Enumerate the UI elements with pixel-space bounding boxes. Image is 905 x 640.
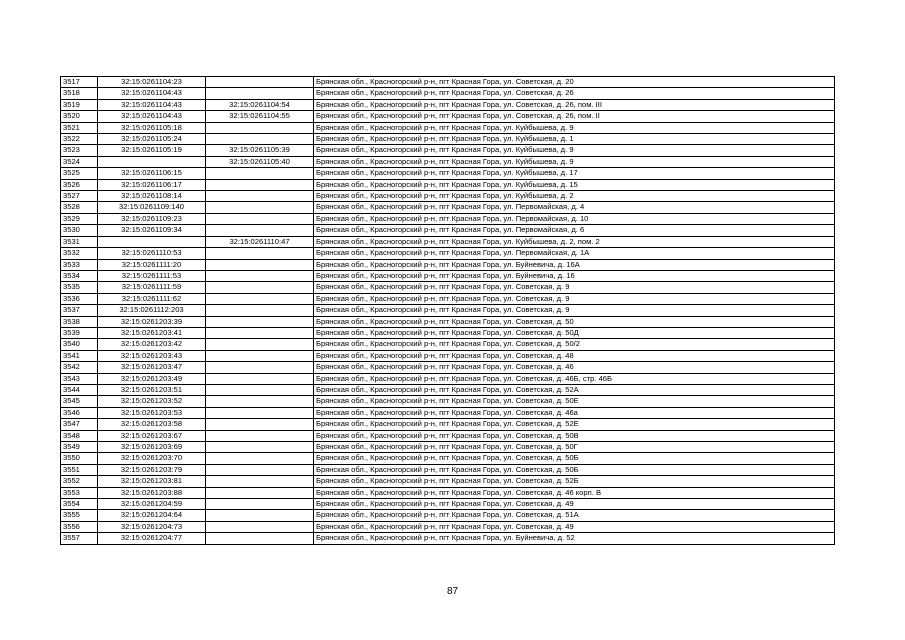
- cadastral-number-cell: 32:15:0261203:39: [98, 316, 206, 327]
- address-cell: Брянская обл., Красногорский р-н, пгт Красная Гора, ул. Первомайская, д. 1А: [314, 248, 835, 259]
- premises-cadastral-number-cell: [206, 419, 314, 430]
- table-row: [61, 384, 835, 395]
- cadastral-number-cell: 32:15:0261111:20: [98, 259, 206, 270]
- premises-cadastral-number-cell: [206, 134, 314, 145]
- table-row: [61, 191, 835, 202]
- address-cell: Брянская обл., Красногорский р-н, пгт Красная Гора, ул. Советская, д. 49: [314, 521, 835, 532]
- cadastral-number-cell: 32:15:0261110:53: [98, 248, 206, 259]
- address-cell: Брянская обл., Красногорский р-н, пгт Красная Гора, ул. Куйбышева, д. 1: [314, 134, 835, 145]
- address-cell: Брянская обл., Красногорский р-н, пгт Красная Гора, ул. Советская, д. 50/2: [314, 339, 835, 350]
- cadastral-number-cell: 32:15:0261203:42: [98, 339, 206, 350]
- table-row: [61, 213, 835, 224]
- row-number-cell: 3540: [61, 339, 98, 350]
- address-cell: Брянская обл., Красногорский р-н, пгт Красная Гора, ул. Советская, д. 48: [314, 350, 835, 361]
- table-row: [61, 442, 835, 453]
- row-number-cell: 3550: [61, 453, 98, 464]
- address-cell: Брянская обл., Красногорский р-н, пгт Красная Гора, ул. Первомайская, д. 10: [314, 213, 835, 224]
- row-number-cell: 3528: [61, 202, 98, 213]
- cadastral-number-cell: 32:15:0261203:41: [98, 327, 206, 338]
- cadastral-number-cell: [98, 236, 206, 247]
- cadastral-number-cell: 32:15:0261111:62: [98, 293, 206, 304]
- row-number-cell: 3543: [61, 373, 98, 384]
- cadastral-number-cell: 32:15:0261108:14: [98, 191, 206, 202]
- row-number-cell: 3548: [61, 430, 98, 441]
- premises-cadastral-number-cell: [206, 521, 314, 532]
- cadastral-number-cell: 32:15:0261203:52: [98, 396, 206, 407]
- table-row: [61, 316, 835, 327]
- cadastral-number-cell: 32:15:0261203:81: [98, 476, 206, 487]
- row-number-cell: 3527: [61, 191, 98, 202]
- row-number-cell: 3549: [61, 442, 98, 453]
- premises-cadastral-number-cell: 32:15:0261104:55: [206, 111, 314, 122]
- premises-cadastral-number-cell: [206, 362, 314, 373]
- address-cell: Брянская обл., Красногорский р-н, пгт Красная Гора, ул. Советская, д. 26: [314, 88, 835, 99]
- cadastral-number-cell: 32:15:0261109:34: [98, 225, 206, 236]
- premises-cadastral-number-cell: [206, 533, 314, 544]
- premises-cadastral-number-cell: [206, 510, 314, 521]
- row-number-cell: 3547: [61, 419, 98, 430]
- row-number-cell: 3535: [61, 282, 98, 293]
- address-cell: Брянская обл., Красногорский р-н, пгт Красная Гора, ул. Куйбышева, д. 9: [314, 156, 835, 167]
- premises-cadastral-number-cell: [206, 476, 314, 487]
- cadastral-number-cell: 32:15:0261111:53: [98, 270, 206, 281]
- row-number-cell: 3542: [61, 362, 98, 373]
- table-row: [61, 407, 835, 418]
- address-cell: Брянская обл., Красногорский р-н, пгт Красная Гора, ул. Буйневича, д. 52: [314, 533, 835, 544]
- cadastral-number-cell: 32:15:0261203:53: [98, 407, 206, 418]
- row-number-cell: 3534: [61, 270, 98, 281]
- premises-cadastral-number-cell: [206, 248, 314, 259]
- row-number-cell: 3524: [61, 156, 98, 167]
- address-cell: Брянская обл., Красногорский р-н, пгт Красная Гора, ул. Советская, д. 9: [314, 305, 835, 316]
- table-row: [61, 156, 835, 167]
- address-cell: Брянская обл., Красногорский р-н, пгт Красная Гора, ул. Советская, д. 46: [314, 362, 835, 373]
- cadastral-number-cell: 32:15:0261203:67: [98, 430, 206, 441]
- cadastral-number-cell: [98, 156, 206, 167]
- cadastral-number-cell: 32:15:0261104:43: [98, 88, 206, 99]
- cadastral-number-cell: 32:15:0261203:51: [98, 384, 206, 395]
- premises-cadastral-number-cell: [206, 305, 314, 316]
- premises-cadastral-number-cell: [206, 191, 314, 202]
- cadastral-number-cell: 32:15:0261105:24: [98, 134, 206, 145]
- row-number-cell: 3517: [61, 77, 98, 88]
- premises-cadastral-number-cell: 32:15:0261105:40: [206, 156, 314, 167]
- cadastral-number-cell: 32:15:0261111:59: [98, 282, 206, 293]
- premises-cadastral-number-cell: [206, 442, 314, 453]
- row-number-cell: 3532: [61, 248, 98, 259]
- row-number-cell: 3554: [61, 499, 98, 510]
- row-number-cell: 3530: [61, 225, 98, 236]
- address-cell: Брянская обл., Красногорский р-н, пгт Красная Гора, ул. Советская, д. 50Е: [314, 396, 835, 407]
- page-number: 87: [446, 586, 459, 597]
- row-number-cell: 3545: [61, 396, 98, 407]
- table-row: [61, 327, 835, 338]
- address-cell: Брянская обл., Красногорский р-н, пгт Красная Гора, ул. Советская, д. 46Б, стр. 46Б: [314, 373, 835, 384]
- premises-cadastral-number-cell: [206, 213, 314, 224]
- premises-cadastral-number-cell: [206, 168, 314, 179]
- address-cell: Брянская обл., Красногорский р-н, пгт Красная Гора, ул. Буйневича, д. 16: [314, 270, 835, 281]
- premises-cadastral-number-cell: [206, 293, 314, 304]
- address-cell: Брянская обл., Красногорский р-н, пгт Красная Гора, ул. Первомайская, д. 4: [314, 202, 835, 213]
- table-row: [61, 99, 835, 110]
- table-row: [61, 202, 835, 213]
- row-number-cell: 3536: [61, 293, 98, 304]
- table-row: [61, 430, 835, 441]
- address-cell: Брянская обл., Красногорский р-н, пгт Красная Гора, ул. Советская, д. 50Д: [314, 327, 835, 338]
- table-row: [61, 487, 835, 498]
- cadastral-number-cell: 32:15:0261106:17: [98, 179, 206, 190]
- premises-cadastral-number-cell: [206, 316, 314, 327]
- table-row: [61, 453, 835, 464]
- premises-cadastral-number-cell: 32:15:0261105:39: [206, 145, 314, 156]
- address-cell: Брянская обл., Красногорский р-н, пгт Красная Гора, ул. Советская, д. 52Б: [314, 476, 835, 487]
- table-row: [61, 225, 835, 236]
- table-row: [61, 134, 835, 145]
- address-cell: Брянская обл., Красногорский р-н, пгт Красная Гора, ул. Советская, д. 49: [314, 499, 835, 510]
- address-cell: Брянская обл., Красногорский р-н, пгт Красная Гора, ул. Советская, д. 26, пом. III: [314, 99, 835, 110]
- row-number-cell: 3526: [61, 179, 98, 190]
- table-row: [61, 293, 835, 304]
- table-row: [61, 305, 835, 316]
- premises-cadastral-number-cell: [206, 77, 314, 88]
- address-cell: Брянская обл., Красногорский р-н, пгт Красная Гора, ул. Куйбышева, д. 9: [314, 122, 835, 133]
- cadastral-number-cell: 32:15:0261112:203: [98, 305, 206, 316]
- table-row: [61, 168, 835, 179]
- property-register-table: [60, 76, 835, 545]
- table-row: [61, 122, 835, 133]
- row-number-cell: 3546: [61, 407, 98, 418]
- premises-cadastral-number-cell: [206, 225, 314, 236]
- row-number-cell: 3537: [61, 305, 98, 316]
- row-number-cell: 3533: [61, 259, 98, 270]
- cadastral-number-cell: 32:15:0261203:70: [98, 453, 206, 464]
- cadastral-number-cell: 32:15:0261203:47: [98, 362, 206, 373]
- address-cell: Брянская обл., Красногорский р-н, пгт Красная Гора, ул. Первомайская, д. 6: [314, 225, 835, 236]
- premises-cadastral-number-cell: [206, 282, 314, 293]
- row-number-cell: 3556: [61, 521, 98, 532]
- address-cell: Брянская обл., Красногорский р-н, пгт Красная Гора, ул. Куйбышева, д. 9: [314, 145, 835, 156]
- cadastral-number-cell: 32:15:0261204:64: [98, 510, 206, 521]
- cadastral-number-cell: 32:15:0261204:77: [98, 533, 206, 544]
- address-cell: Брянская обл., Красногорский р-н, пгт Красная Гора, ул. Советская, д. 51А: [314, 510, 835, 521]
- address-cell: Брянская обл., Красногорский р-н, пгт Красная Гора, ул. Куйбышева, д. 15: [314, 179, 835, 190]
- row-number-cell: 3544: [61, 384, 98, 395]
- table-row: [61, 111, 835, 122]
- premises-cadastral-number-cell: [206, 464, 314, 475]
- cadastral-number-cell: 32:15:0261203:43: [98, 350, 206, 361]
- premises-cadastral-number-cell: 32:15:0261110:47: [206, 236, 314, 247]
- table-row: [61, 521, 835, 532]
- cadastral-number-cell: 32:15:0261203:79: [98, 464, 206, 475]
- cadastral-number-cell: 32:15:0261105:18: [98, 122, 206, 133]
- table-row: [61, 145, 835, 156]
- table-row: [61, 259, 835, 270]
- address-cell: Брянская обл., Красногорский р-н, пгт Красная Гора, ул. Советская, д. 50Г: [314, 442, 835, 453]
- table-row: [61, 77, 835, 88]
- premises-cadastral-number-cell: [206, 122, 314, 133]
- table-row: [61, 396, 835, 407]
- row-number-cell: 3555: [61, 510, 98, 521]
- table-row: [61, 236, 835, 247]
- cadastral-number-cell: 32:15:0261104:43: [98, 99, 206, 110]
- row-number-cell: 3557: [61, 533, 98, 544]
- table-row: [61, 350, 835, 361]
- table-row: [61, 248, 835, 259]
- table-row: [61, 88, 835, 99]
- cadastral-number-cell: 32:15:0261105:19: [98, 145, 206, 156]
- row-number-cell: 3529: [61, 213, 98, 224]
- cadastral-number-cell: 32:15:0261203:69: [98, 442, 206, 453]
- table-row: [61, 362, 835, 373]
- premises-cadastral-number-cell: [206, 327, 314, 338]
- row-number-cell: 3518: [61, 88, 98, 99]
- address-cell: Брянская обл., Красногорский р-н, пгт Красная Гора, ул. Советская, д. 50В: [314, 430, 835, 441]
- cadastral-number-cell: 32:15:0261203:58: [98, 419, 206, 430]
- address-cell: Брянская обл., Красногорский р-н, пгт Красная Гора, ул. Буйневича, д. 16А: [314, 259, 835, 270]
- address-cell: Брянская обл., Красногорский р-н, пгт Красная Гора, ул. Советская, д. 50: [314, 316, 835, 327]
- row-number-cell: 3551: [61, 464, 98, 475]
- table-row: [61, 510, 835, 521]
- row-number-cell: 3541: [61, 350, 98, 361]
- premises-cadastral-number-cell: [206, 339, 314, 350]
- cadastral-number-cell: 32:15:0261106:15: [98, 168, 206, 179]
- table-row: [61, 533, 835, 544]
- cadastral-number-cell: 32:15:0261104:43: [98, 111, 206, 122]
- table-row: [61, 464, 835, 475]
- row-number-cell: 3538: [61, 316, 98, 327]
- premises-cadastral-number-cell: [206, 259, 314, 270]
- premises-cadastral-number-cell: [206, 202, 314, 213]
- address-cell: Брянская обл., Красногорский р-н, пгт Красная Гора, ул. Советская, д. 50Б: [314, 464, 835, 475]
- premises-cadastral-number-cell: [206, 179, 314, 190]
- row-number-cell: 3553: [61, 487, 98, 498]
- cadastral-number-cell: 32:15:0261204:73: [98, 521, 206, 532]
- address-cell: Брянская обл., Красногорский р-н, пгт Красная Гора, ул. Советская, д. 9: [314, 293, 835, 304]
- row-number-cell: 3519: [61, 99, 98, 110]
- premises-cadastral-number-cell: [206, 88, 314, 99]
- premises-cadastral-number-cell: [206, 350, 314, 361]
- premises-cadastral-number-cell: [206, 487, 314, 498]
- table-row: [61, 179, 835, 190]
- row-number-cell: 3521: [61, 122, 98, 133]
- premises-cadastral-number-cell: [206, 499, 314, 510]
- row-number-cell: 3523: [61, 145, 98, 156]
- premises-cadastral-number-cell: [206, 384, 314, 395]
- row-number-cell: 3539: [61, 327, 98, 338]
- row-number-cell: 3522: [61, 134, 98, 145]
- table-row: [61, 339, 835, 350]
- address-cell: Брянская обл., Красногорский р-н, пгт Красная Гора, ул. Советская, д. 52А: [314, 384, 835, 395]
- cadastral-number-cell: 32:15:0261203:49: [98, 373, 206, 384]
- table-row: [61, 499, 835, 510]
- table-row: [61, 476, 835, 487]
- address-cell: Брянская обл., Красногорский р-н, пгт Красная Гора, ул. Советская, д. 46а: [314, 407, 835, 418]
- cadastral-number-cell: 32:15:0261104:23: [98, 77, 206, 88]
- premises-cadastral-number-cell: [206, 396, 314, 407]
- address-cell: Брянская обл., Красногорский р-н, пгт Красная Гора, ул. Куйбышева, д. 17: [314, 168, 835, 179]
- cadastral-number-cell: 32:15:0261203:88: [98, 487, 206, 498]
- address-cell: Брянская обл., Красногорский р-н, пгт Красная Гора, ул. Куйбышева, д. 2: [314, 191, 835, 202]
- cadastral-number-cell: 32:15:0261109:23: [98, 213, 206, 224]
- table-row: [61, 270, 835, 281]
- row-number-cell: 3520: [61, 111, 98, 122]
- table-row: [61, 419, 835, 430]
- table-row: [61, 373, 835, 384]
- cadastral-number-cell: 32:15:0261109:140: [98, 202, 206, 213]
- premises-cadastral-number-cell: [206, 407, 314, 418]
- premises-cadastral-number-cell: [206, 430, 314, 441]
- row-number-cell: 3531: [61, 236, 98, 247]
- table-row: [61, 282, 835, 293]
- address-cell: Брянская обл., Красногорский р-н, пгт Красная Гора, ул. Советская, д. 26, пом. II: [314, 111, 835, 122]
- premises-cadastral-number-cell: [206, 453, 314, 464]
- address-cell: Брянская обл., Красногорский р-н, пгт Красная Гора, ул. Советская, д. 9: [314, 282, 835, 293]
- premises-cadastral-number-cell: 32:15:0261104:54: [206, 99, 314, 110]
- row-number-cell: 3525: [61, 168, 98, 179]
- address-cell: Брянская обл., Красногорский р-н, пгт Красная Гора, ул. Советская, д. 50Б: [314, 453, 835, 464]
- cadastral-number-cell: 32:15:0261204:59: [98, 499, 206, 510]
- address-cell: Брянская обл., Красногорский р-н, пгт Красная Гора, ул. Советская, д. 20: [314, 77, 835, 88]
- address-cell: Брянская обл., Красногорский р-н, пгт Красная Гора, ул. Советская, д. 52Е: [314, 419, 835, 430]
- address-cell: Брянская обл., Красногорский р-н, пгт Красная Гора, ул. Советская, д. 46 корп. В: [314, 487, 835, 498]
- table-body: [61, 77, 835, 545]
- premises-cadastral-number-cell: [206, 270, 314, 281]
- address-cell: Брянская обл., Красногорский р-н, пгт Красная Гора, ул. Куйбышева, д. 2, пом. 2: [314, 236, 835, 247]
- row-number-cell: 3552: [61, 476, 98, 487]
- premises-cadastral-number-cell: [206, 373, 314, 384]
